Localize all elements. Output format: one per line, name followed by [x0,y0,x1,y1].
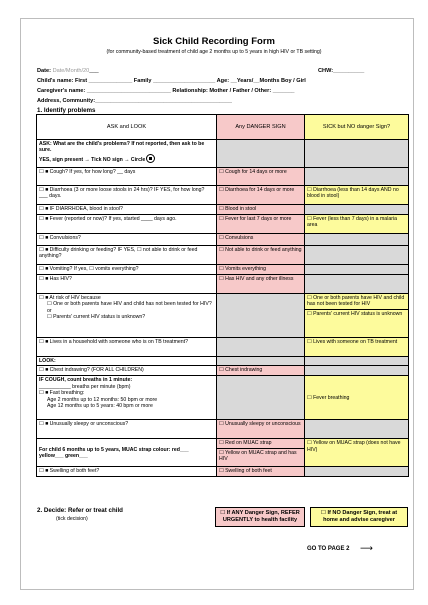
table-row [37,376,409,420]
col-danger-sign: Any DANGER SIGN [217,115,305,140]
hiv-risk-sick-unknown[interactable]: ☐ Parents' current HIV status is unknown [307,310,403,317]
fever-danger[interactable]: ☐ Fever for last 7 days or more [217,215,305,234]
date-line [37,68,99,74]
sick-cell [305,234,409,246]
table-header-row [37,115,409,140]
hiv-risk-cell [37,294,217,338]
tick-decision-note: (tick decision) [56,516,88,522]
breathing-cell [37,376,217,420]
fever-sick[interactable]: ☐ Fever (less than 7 days) in a malaria area [305,215,409,234]
muac-question[interactable]: For child 6 months up to 5 years, MUAC strap colour: red___ yellow___ green___ [37,439,217,467]
chw-field[interactable]: CHW:__________ [318,68,365,74]
ask-problems-cell [37,140,217,168]
treat-at-home-box[interactable]: ☐ If NO Danger Sign, treat at home and advise caregiver [310,507,408,527]
sick-cell [305,168,409,186]
table-row [37,338,409,357]
has-hiv-question[interactable]: ☐ ■ Has HIV? [37,275,217,294]
age-12-60-threshold: Age 12 months up to 5 years: 40 bpm or more [47,403,153,410]
hiv-risk-sick-parents[interactable]: ☐ One or both parents have HIV and child has not been tested for HIV [305,294,408,310]
tb-sick[interactable]: ☐ Lives with someone on TB treatment [305,338,409,357]
breaths-per-minute-field[interactable]: ___________ breaths per minute (bpm) [39,383,131,390]
sick-cell [305,265,409,275]
convulsions-question[interactable]: ☐ ■ Convulsions? [37,234,217,246]
child-name-line[interactable]: Child's name: First ______________ Family ____________________ Age: __Years/__Months Boy / Girl [37,78,306,84]
sleepy-danger[interactable]: ☐ Unusually sleepy or unconscious [217,420,305,439]
fever-question[interactable]: ☐ ■ Fever (reported or now)? If yes, started ____ days ago. [37,215,217,234]
problems-table [36,114,409,477]
danger-cell [217,357,305,366]
diarrhoea-danger[interactable]: ☐ Diarrhoea for 14 days or more [217,186,305,205]
muac-yellow-hiv-danger[interactable]: ☐ Yellow on MUAC strap and has HIV [219,449,297,463]
form-subtitle: (for community-based treatment of child age 2 months up to 5 years in high HIV or TB setting) [106,49,322,55]
table-row [37,467,409,477]
sick-cell [305,366,409,376]
table-row [37,275,409,294]
muac-red-danger[interactable]: ☐ Red on MUAC strap [217,439,304,448]
diarrhoea-question[interactable]: ☐ ■ Diarrhoea (3 or more loose stools in 24 hrs)? IF YES, for how long? ___ days. [37,186,217,205]
look-label: LOOK: [37,357,217,366]
muac-danger-cell [217,439,305,467]
chest-indrawing-danger[interactable]: ☐ Chest indrawing [217,366,305,376]
date-placeholder[interactable]: Date/Month/20 [52,68,90,74]
table-row [37,420,409,439]
diarrhoea-sick[interactable]: ☐ Diarrhoea (less than 14 days AND no blood in stool) [305,186,409,205]
section-decide: 2. Decide: Refer or treat child [37,507,123,514]
form-title: Sick Child Recording Form [153,36,275,47]
tb-question[interactable]: ☐ ■ Lives in a household with someone who is on TB treatment? [37,338,217,357]
fast-breathing-question[interactable]: ☐ ■ Fast breathing: [39,390,85,397]
age-2-12-threshold: Age 2 months up to 12 months: 50 bpm or more [47,396,158,403]
hiv-risk-sick-cell [305,294,409,338]
refer-urgently-box[interactable]: ☐ If ANY Danger Sign, REFER URGENTLY to health facility [215,507,305,527]
blood-stool-question[interactable]: ☐ ■ IF DIARRHOEA, blood in stool? [37,205,217,215]
swelling-danger[interactable]: ☐ Swelling of both feet [217,467,305,477]
hiv-risk-question[interactable]: ☐ ■ At risk of HIV because [39,295,101,301]
fast-breathing-sick[interactable]: ☐ Fever breathing [305,376,409,420]
sick-cell [305,205,409,215]
hiv-risk-option-parents[interactable]: ☐ One or both parents have HIV and child has not been tested for HIV? or [47,301,212,314]
vomiting-question[interactable]: ☐ ■ Vomiting? If yes, ☐ vomits everything? [37,265,217,275]
vomiting-danger[interactable]: ☐ Vomits everything [217,265,305,275]
table-row [37,168,409,186]
sick-cell [305,467,409,477]
tick-circle-instruction: YES, sign present → Tick NO sign → Circle [39,154,214,163]
table-row [37,186,409,205]
cough-question[interactable]: ☐ ■ Cough? If yes, for how long? __ days [37,168,217,186]
sick-cell [305,357,409,366]
date-label: Date: [37,68,51,74]
address-line[interactable]: Address, Community:____________________________________________ [37,98,233,104]
convulsions-danger[interactable]: ☐ Convulsions [217,234,305,246]
go-to-page-2-link[interactable]: GO TO PAGE 2 [307,546,350,552]
sick-cell [305,275,409,294]
col-ask-look: ASK and LOOK [37,115,217,140]
table-row [37,140,409,168]
count-breaths-label: IF COUGH, count breaths in 1 minute: [39,377,133,384]
ask-problems-text: ASK: What are the child's problems? If not reported, then ask to be sure. [39,141,205,154]
table-row [37,234,409,246]
sick-cell [305,246,409,265]
section-identify-problems: 1. Identify problems [37,107,96,114]
table-row [37,439,409,467]
table-row [37,357,409,366]
drinking-danger[interactable]: ☐ Not able to drink or feed anything [217,246,305,265]
swelling-question[interactable]: ☐ ■ Swelling of both feet? [37,467,217,477]
col-sick-no-danger: SICK but NO danger Sign? [305,115,409,140]
sick-cell [305,140,409,168]
date-suffix: ___ [89,68,99,74]
table-row [37,366,409,376]
danger-cell [217,376,305,420]
circle-icon [146,154,155,163]
sick-cell [305,420,409,439]
drinking-question[interactable]: ☐ ■ Difficulty drinking or feeding? IF YES, ☐ not able to drink or feed anything? [37,246,217,265]
danger-cell [217,140,305,168]
has-hiv-danger[interactable]: ☐ Has HIV and any other illness [217,275,305,294]
chest-indrawing-question[interactable]: ☐ ■ Chest indrawing? (FOR ALL CHILDREN) [37,366,217,376]
sleepy-question[interactable]: ☐ ■ Unusually sleepy or unconscious? [37,420,217,439]
blood-stool-danger[interactable]: ☐ Blood in stool [217,205,305,215]
table-row [37,205,409,215]
table-row [37,294,409,338]
hiv-risk-option-unknown[interactable]: ☐ Parents' current HIV status is unknown? [47,314,146,321]
danger-cell [217,294,305,338]
caregiver-line[interactable]: Caregiver's name: ___________________________ Relationship: Mother / Father / Other: _______ [37,88,295,94]
table-row [37,215,409,234]
table-row [37,246,409,265]
arrow-right-icon: ⟶ [360,543,373,553]
danger-cell [217,338,305,357]
table-row [37,265,409,275]
cough-danger[interactable]: ☐ Cough for 14 days or more [217,168,305,186]
muac-yellow-sick[interactable]: ☐ Yellow on MUAC strap (does not have HIV) [305,439,409,467]
